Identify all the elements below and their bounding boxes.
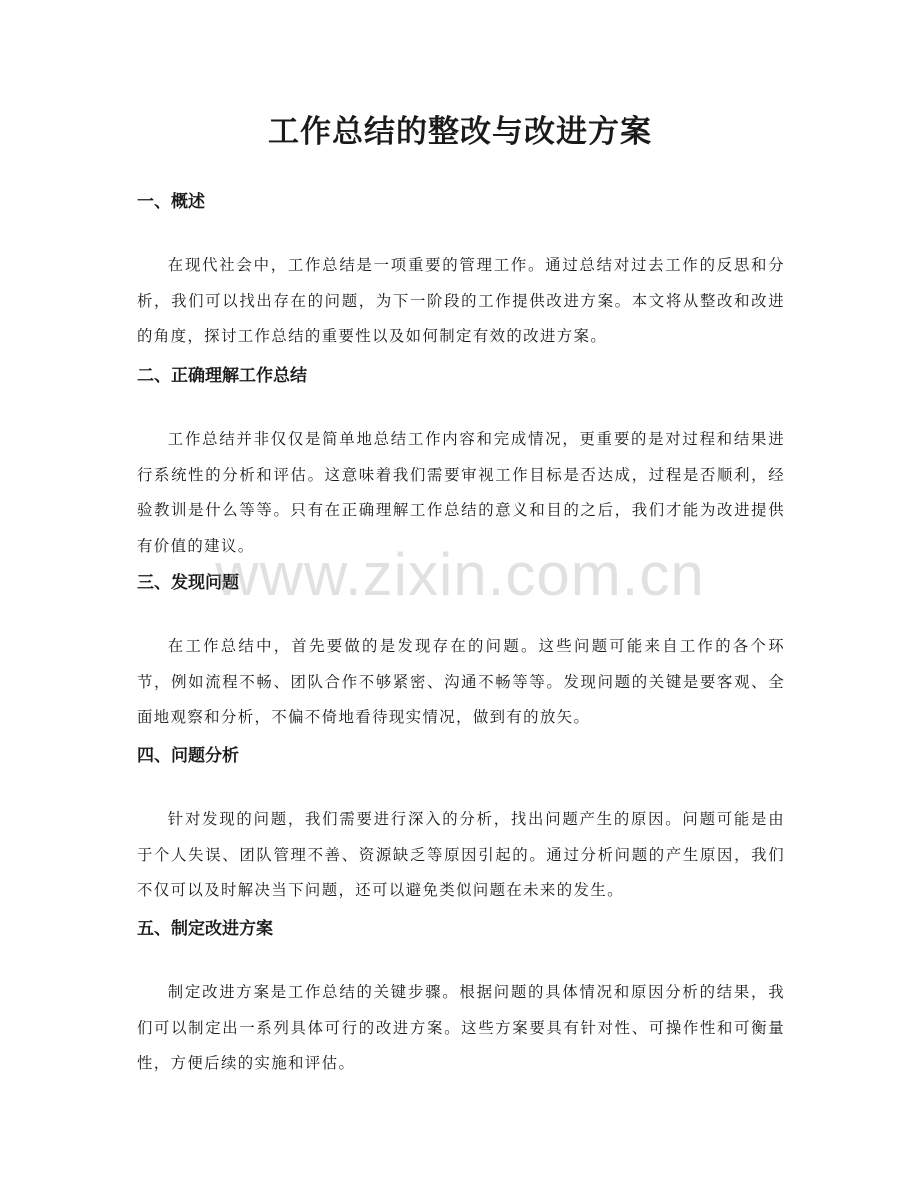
document-title: 工作总结的整改与改进方案 bbox=[268, 114, 652, 150]
section-overview bbox=[137, 189, 785, 355]
section-understanding bbox=[137, 363, 785, 564]
section-heading: 三、发现问题 bbox=[137, 573, 239, 593]
section-problem-analysis bbox=[137, 743, 785, 909]
section-paragraph: 在工作总结中，首先要做的是发现存在的问题。这些问题可能来自工作的各个环节，例如流程不畅、团队合作不够紧密、沟通不畅等等。发现问题的关键是要客观、全面地观察和分析，不偏不倚地看待现实情况，做到有的放矢。 bbox=[137, 637, 785, 726]
section-find-problems bbox=[137, 570, 785, 736]
section-paragraph: 制定改进方案是工作总结的关键步骤。根据问题的具体情况和原因分析的结果，我们可以制定出一系列具体可行的改进方案。这些方案要具有针对性、可操作性和可衡量性，方便后续的实施和评估。 bbox=[137, 983, 785, 1072]
section-paragraph: 在现代社会中，工作总结是一项重要的管理工作。通过总结对过去工作的反思和分析，我们可以找出存在的问题，为下一阶段的工作提供改进方案。本文将从整改和改进的角度，探讨工作总结的重要性以及如何制定有效的改进方案。 bbox=[137, 256, 785, 345]
section-heading: 二、正确理解工作总结 bbox=[137, 366, 307, 386]
watermark: www.zixin.com.cn bbox=[215, 541, 705, 608]
section-paragraph: 工作总结并非仅仅是简单地总结工作内容和完成情况，更重要的是对过程和结果进行系统性的分析和评估。这意味着我们需要审视工作目标是否达成，过程是否顺利，经验教训是什么等等。只有在正确理解工作总结的意义和目的之后，我们才能为改进提供有价值的建议。 bbox=[137, 430, 785, 555]
section-paragraph: 针对发现的问题，我们需要进行深入的分析，找出问题产生的原因。问题可能是由于个人失误、团队管理不善、资源缺乏等原因引起的。通过分析问题的产生原因，我们不仅可以及时解决当下问题，还可以避免类似问题在未来的发生。 bbox=[137, 810, 785, 899]
section-improvement-plan bbox=[137, 916, 785, 1082]
section-heading: 五、制定改进方案 bbox=[137, 919, 273, 939]
section-heading: 四、问题分析 bbox=[137, 746, 239, 766]
section-heading: 一、概述 bbox=[137, 192, 205, 212]
